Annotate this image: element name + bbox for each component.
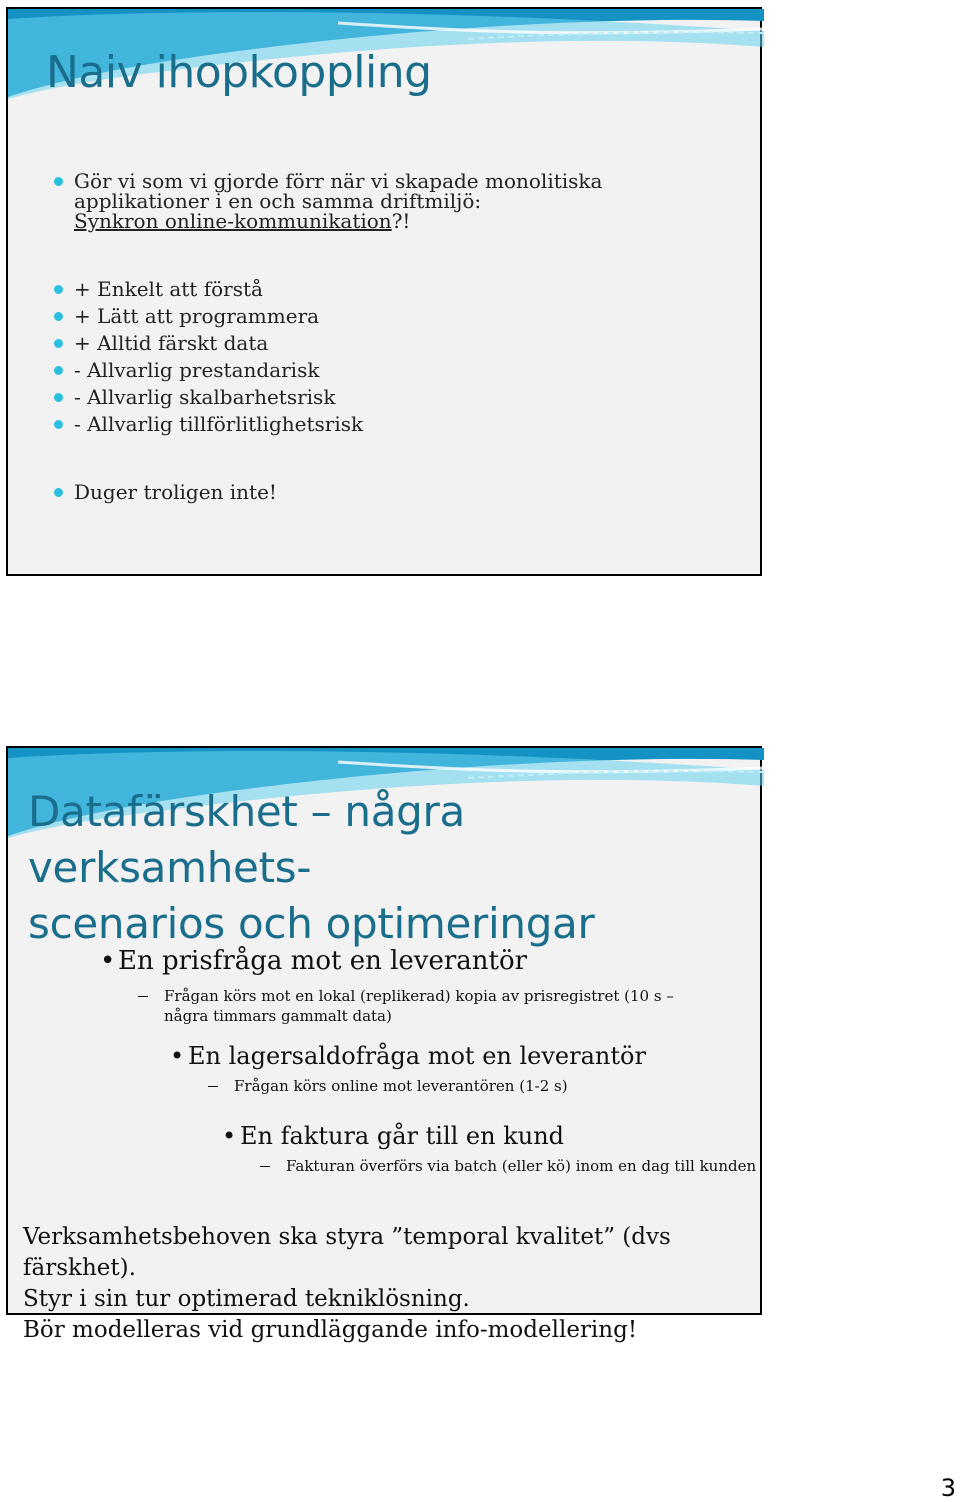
point-item: + Enkelt att förstå bbox=[74, 277, 263, 301]
intro-line-1: Gör vi som vi gjorde förr när vi skapade monolitiska bbox=[74, 169, 603, 193]
scenario-detail bbox=[164, 986, 674, 1026]
slide-1 bbox=[6, 7, 762, 576]
title-line-2: scenarios och optimeringar bbox=[28, 899, 595, 948]
closing-line-2: Styr i sin tur optimerad tekniklösning. bbox=[23, 1286, 470, 1312]
detail-line-2: några timmars gammalt data) bbox=[164, 1007, 392, 1025]
scenario-detail: Frågan körs online mot leverantören (1-2 s) bbox=[234, 1077, 568, 1095]
scenario-heading: • En prisfråga mot en leverantör bbox=[118, 946, 527, 976]
scenario-heading: • En lagersaldofråga mot en leverantör bbox=[188, 1042, 646, 1070]
point-item: - Allvarlig skalbarhetsrisk bbox=[74, 385, 336, 409]
slide-2-title bbox=[28, 784, 760, 952]
title-line-1: Datafärskhet – några verksamhets- bbox=[28, 787, 465, 892]
point-item: + Alltid färskt data bbox=[74, 331, 269, 355]
scenario-heading: • En faktura går till en kund bbox=[240, 1122, 564, 1150]
point-item: + Lätt att programmera bbox=[74, 304, 320, 328]
closing-line-1: Verksamhetsbehoven ska styra ”temporal kvalitet” (dvs färskhet). bbox=[23, 1224, 671, 1281]
intro-suffix: ?! bbox=[391, 209, 411, 233]
point-item: - Allvarlig tillförlitlighetsrisk bbox=[74, 412, 364, 436]
page-number: 3 bbox=[940, 1474, 956, 1502]
intro-bullet bbox=[74, 171, 602, 231]
closing-statement bbox=[23, 1222, 760, 1346]
detail-line-1: Frågan körs mot en lokal (replikerad) kopia av prisregistret (10 s – bbox=[164, 987, 674, 1005]
scenario-detail: Fakturan överförs via batch (eller kö) inom en dag till kunden bbox=[286, 1157, 757, 1175]
sync-communication-link[interactable]: Synkron online-kommunikation bbox=[74, 209, 392, 233]
conclusion-bullet: Duger troligen inte! bbox=[74, 480, 277, 504]
closing-line-3: Bör modelleras vid grundläggande info-modellering! bbox=[23, 1317, 638, 1343]
slide-2 bbox=[6, 746, 762, 1343]
point-item: - Allvarlig prestandarisk bbox=[74, 358, 320, 382]
intro-line-2: applikationer i en och samma driftmiljö: bbox=[74, 189, 482, 213]
slide-1-title: Naiv ihopkoppling bbox=[46, 47, 432, 98]
